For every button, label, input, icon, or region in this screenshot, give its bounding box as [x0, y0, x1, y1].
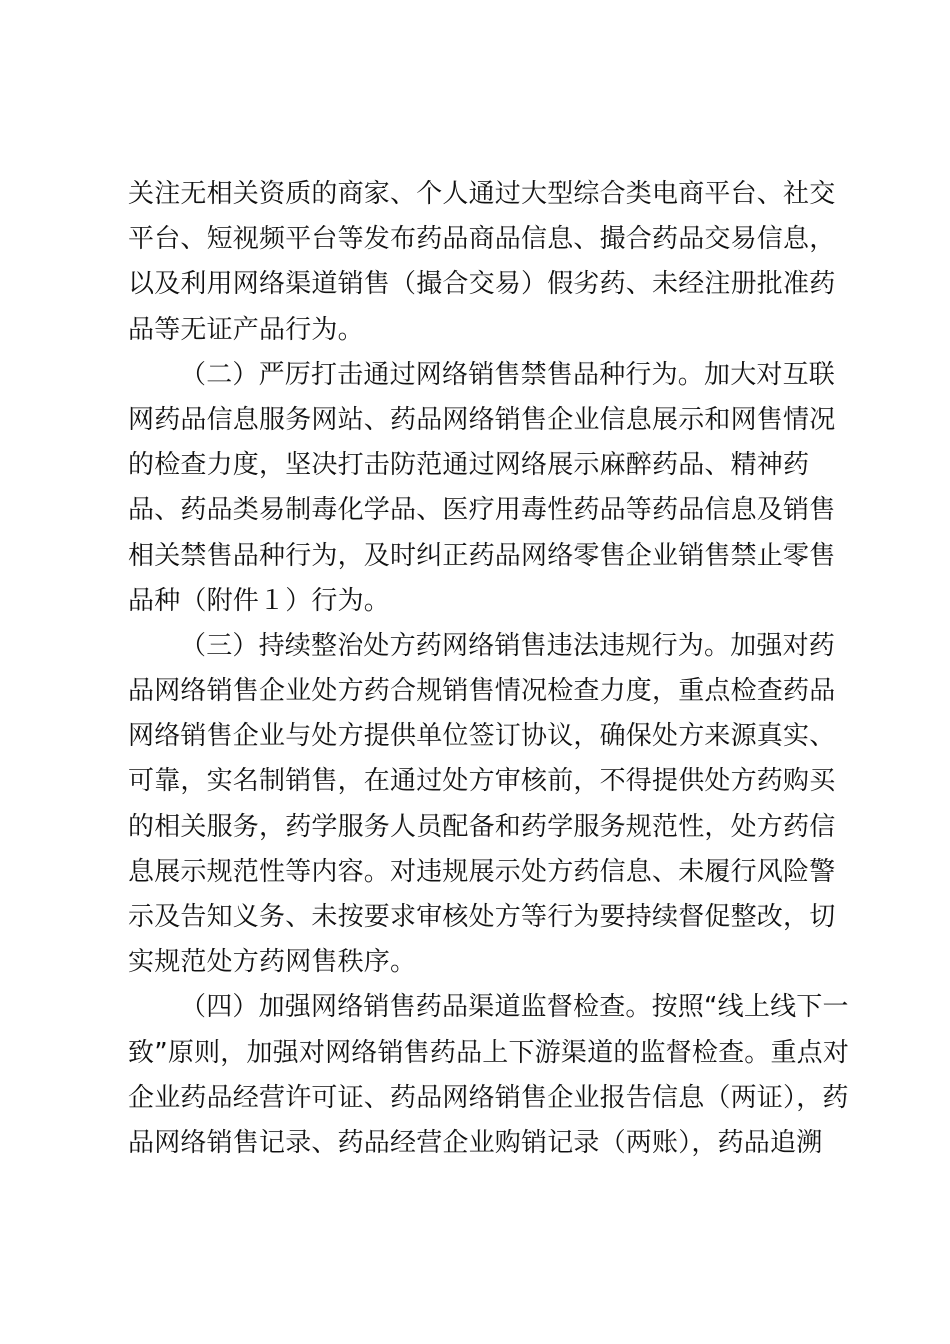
text-line: 的检查力度，坚决打击防范通过网络展示麻醉药品、精神药	[128, 450, 810, 481]
text-line: 的相关服务，药学服务人员配备和药学服务规范性，处方药信	[128, 811, 836, 842]
paragraph-first-line: （二）严厉打击通过网络销售禁售品种行为。加大对互联	[180, 359, 836, 390]
text-line: 品网络销售记录、药品经营企业购销记录（两账），药品追溯	[128, 1127, 823, 1158]
text-line: 品种（附件１）行为。	[128, 585, 391, 616]
text-line: 网络销售企业与处方提供单位签订协议，确保处方来源真实、	[128, 721, 836, 752]
text-line: 以及利用网络渠道销售（撮合交易）假劣药、未经注册批准药	[128, 269, 836, 300]
text-line: 致”原则，加强对网络销售药品上下游渠道的监督检查。重点对	[128, 1037, 850, 1068]
text-line: 平台、短视频平台等发布药品商品信息、撮合药品交易信息，	[128, 224, 836, 255]
text-line: 品等无证产品行为。	[128, 314, 364, 345]
text-line: 实规范处方药网售秩序。	[128, 947, 417, 978]
paragraph-first-line: （三）持续整治处方药网络销售违法违规行为。加强对药	[180, 630, 836, 661]
body-text	[128, 172, 850, 1166]
paragraph-first-line: （四）加强网络销售药品渠道监督检查。按照“线上线下一	[180, 992, 849, 1023]
text-line: 网药品信息服务网站、药品网络销售企业信息展示和网售情况	[128, 404, 836, 435]
text-line: 息展示规范性等内容。对违规展示处方药信息、未履行风险警	[128, 856, 836, 887]
text-line: 关注无相关资质的商家、个人通过大型综合类电商平台、社交	[128, 179, 836, 209]
text-line: 品、药品类易制毒化学品、医疗用毒性药品等药品信息及销售	[128, 495, 836, 526]
text-line: 示及告知义务、未按要求审核处方等行为要持续督促整改，切	[128, 902, 836, 932]
text-line: 可靠，实名制销售，在通过处方审核前，不得提供处方药购买	[128, 766, 836, 797]
text-line: 企业药品经营许可证、药品网络销售企业报告信息（两证），药	[128, 1082, 849, 1113]
text-line: 品网络销售企业处方药合规销售情况检查力度，重点检查药品	[128, 676, 836, 707]
text-line: 相关禁售品种行为，及时纠正药品网络零售企业销售禁止零售	[128, 540, 836, 571]
